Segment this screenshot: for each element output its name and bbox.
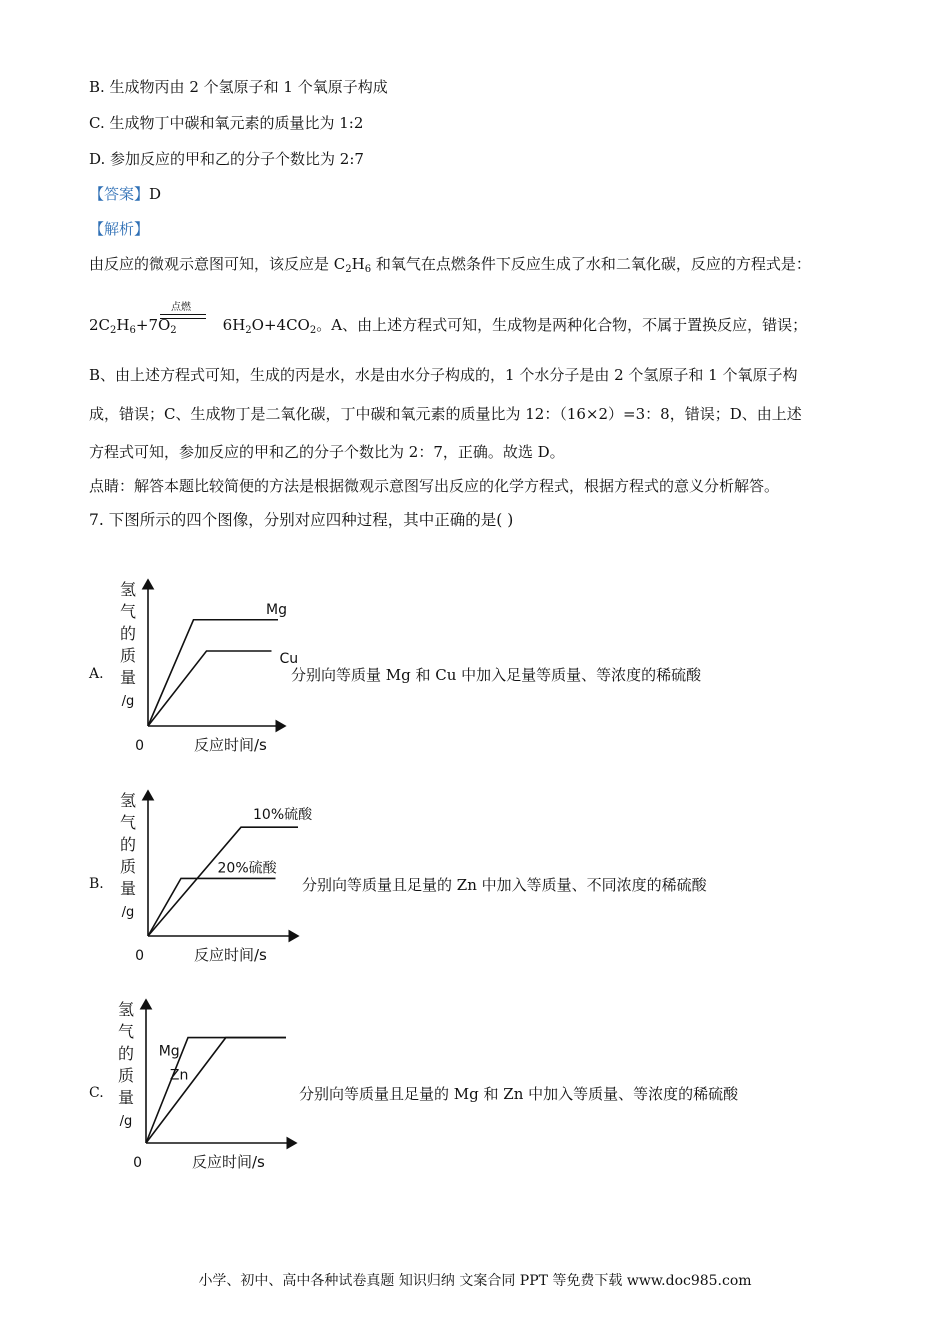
option-b-line: B. 生成物丙由 2 个氢原子和 1 个氧原子构成: [89, 78, 388, 96]
option-b-label: B.: [89, 876, 104, 892]
equation-condition: 点燃: [171, 302, 191, 313]
series-label-1: Zn: [169, 1067, 189, 1084]
option-c-description: 分别向等质量且足量的 Mg 和 Zn 中加入等质量、等浓度的稀硫酸: [299, 1085, 739, 1103]
graph-option-b: [110, 786, 313, 970]
y-axis-label-char: 量: [117, 1088, 135, 1107]
y-axis-label-char: 质: [117, 1066, 135, 1085]
graph-option-a: [110, 575, 299, 760]
answer-value: D: [149, 185, 162, 203]
series-line-1: [148, 651, 272, 726]
option-c-label: C.: [89, 1085, 104, 1101]
y-axis-label-char: 氢: [117, 1000, 135, 1019]
y-axis-label-char: 气: [119, 602, 137, 621]
series-line-0: [148, 827, 298, 936]
graph-option-c: [110, 995, 300, 1175]
series-label-1: Cu: [279, 651, 299, 667]
y-axis-label-char: 的: [117, 1044, 135, 1063]
y-axis-label-char: 质: [119, 857, 137, 876]
y-axis-label-char: /g: [119, 1114, 133, 1129]
y-axis-label-char: 的: [119, 624, 137, 643]
series-line-1: [148, 878, 276, 936]
option-b-description: 分别向等质量且足量的 Zn 中加入等质量、不同浓度的稀硫酸: [302, 876, 707, 894]
series-label-0: Mg: [266, 601, 287, 618]
y-axis-label-char: 量: [119, 668, 137, 687]
origin-label: 0: [135, 738, 144, 754]
y-axis-label-char: 质: [119, 646, 137, 665]
y-axis-label-char: /g: [121, 905, 135, 920]
origin-label: 0: [133, 1155, 142, 1171]
answer-label: 【答案】: [89, 185, 150, 203]
option-c-line: C. 生成物丁中碳和氧元素的质量比为 1:2: [89, 114, 364, 132]
option-a-label: A.: [89, 666, 104, 682]
analysis-para-2: 成，错误；C、生成物丁是二氧化碳，丁中碳和氧元素的质量比为 12：（16×2）=3：8，错误；D、由上述: [89, 405, 802, 423]
y-axis-label-char: 氢: [119, 791, 137, 810]
series-line-0: [148, 620, 278, 726]
series-label-0: 10%硫酸: [253, 807, 313, 824]
series-label-0: Mg: [158, 1043, 180, 1060]
x-axis-label: 反应时间/s: [194, 946, 267, 964]
option-d-line: D. 参加反应的甲和乙的分子个数比为 2:7: [89, 150, 364, 168]
chemical-equation: $2C_2H_6+7O_2$ $6H_2O+4CO_2$。A、由上述方程式可知，生成物是两种化合物，不属于置换反应，错误；: [89, 316, 808, 336]
option-a-description: 分别向等质量 Mg 和 Cu 中加入足量等质量、等浓度的稀硫酸: [291, 666, 702, 684]
series-label-1: 20%硫酸: [217, 860, 277, 877]
y-axis-label-char: 气: [119, 813, 137, 832]
analysis-para-3: 方程式可知，参加反应的甲和乙的分子个数比为 2：7，正确。故选 D。: [89, 443, 565, 461]
origin-label: 0: [135, 948, 144, 964]
analysis-label: 【解析】: [89, 220, 150, 238]
question-7: 7. 下图所示的四个图像，分别对应四种过程，其中正确的是( ): [89, 511, 514, 529]
footer-text: 小学、初中、高中各种试卷真题 知识归纳 文案合同 PPT 等免费下载 www.doc985.com: [198, 1273, 752, 1289]
y-axis-label-char: 氢: [119, 580, 137, 599]
y-axis-label-char: 的: [119, 835, 137, 854]
x-axis-label: 反应时间/s: [192, 1153, 265, 1171]
answer-line: [89, 183, 161, 204]
analysis-para-1: B、由上述方程式可知，生成的丙是水，水是由水分子构成的，1 个水分子是由 2 个氢原子和 1 个氧原子构: [89, 366, 798, 384]
y-axis-label-char: 量: [119, 879, 137, 898]
x-axis-label: 反应时间/s: [194, 736, 267, 754]
analysis-intro: 由反应的微观示意图可知，该反应是 $C_2H_6$ 和氧气在点燃条件下反应生成了水和二氧化碳，反应的方程式是：: [89, 255, 811, 275]
y-axis-label-char: 气: [117, 1022, 135, 1041]
tip-line: 点睛：解答本题比较简便的方法是根据微观示意图写出反应的化学方程式，根据方程式的意义分析解答。: [89, 477, 780, 495]
y-axis-label-char: /g: [121, 694, 135, 709]
